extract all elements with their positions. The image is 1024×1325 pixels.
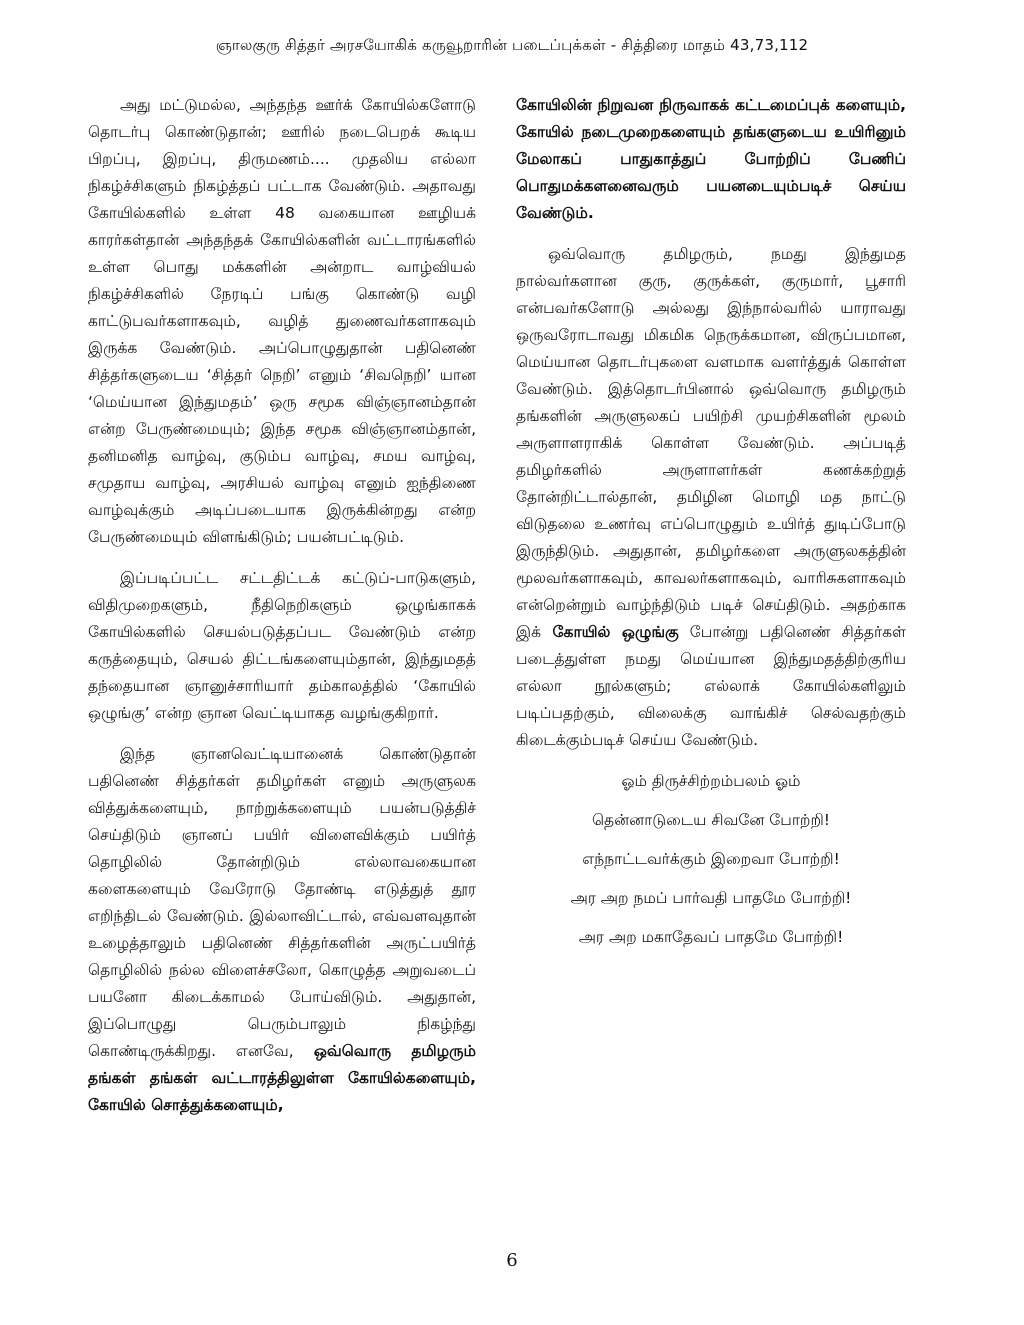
paragraph-text: ஒவ்வொரு தமிழரும், நமது இந்துமத நால்வர்களான குரு, குருக்கள், குருமார், பூசாரி என்பவர்களோடு அல்லது இந்நால்வரில் யாராவது ஒருவரோடாவது மிகமிக நெருக்கமான, விருப்பமான, மெய்யான தொடர்புகளை வளமாக வளர்த்துக் கொள்ள வேண்டும். இத்தொடர்பினால் ஒவ்வொரு தமிழரும் தங்களின் அருளுலகப் பயிற்சி முயற்சிகளின் மூலம் அருளாளராகிக் கொள்ள வேண்டும். அப்படித் தமிழர்களில் அருளாளர்கள் கணக்கற்றுத் தோன்றிட்டால்தான், தமிழின மொழி மத நாட்டு விடுதலை உணர்வு எப்பொழுதும் உயிர்த் துடிப்போடு இருந்திடும். அதுதான், தமிழர்களை அருளுலகத்தின் மூலவர்களாகவும், காவலர்களாகவும், வாரிசுகளாகவும் என்றென்றும் வாழ்ந்திடும் படிச் செய்திடும். அதற்காக இக்	[516, 245, 906, 641]
closing-line: தென்னாடுடைய சிவனே போற்றி!	[591, 811, 831, 829]
closing-line: அர அற நமப் பார்வதி பாதமே போற்றி!	[570, 889, 852, 907]
left-column	[88, 92, 476, 1133]
closing-line: எந்நாட்டவர்க்கும் இறைவா போற்றி!	[582, 850, 840, 868]
paragraph	[88, 565, 476, 727]
paragraph-text: அது மட்டுமல்ல, அந்தந்த ஊர்க் கோயில்களோடு தொடர்பு கொண்டுதான்; ஊரில் நடைபெறக் கூடிய பிறப்பு, இறப்பு, திருமணம்.... முதலிய எல்லா நிகழ்ச்சிகளும் நிகழ்த்தப் பட்டாக வேண்டும். அதாவது கோயில்களில் உள்ள 48 வகையான ஊழியக் காரர்கள்தான் அந்தந்தக் கோயில்களின் வட்டாரங்களில் உள்ள பொது மக்களின் அன்றாட வாழ்வியல் நிகழ்ச்சிகளில் நேரடிப் பங்கு கொண்டு வழி காட்டுபவர்களாகவும், வழித் துணைவர்களாகவும் இருக்க வேண்டும். அப்பொழுதுதான் பதினெண் சித்தர்களுடைய ‘சித்தர் நெறி’ எனும் ‘சிவநெறி’ யான ‘மெய்யான இந்துமதம்’ ஒரு சமூக விஞ்ஞானம்தான் என்ற பேருண்மையும்; இந்த சமூக விஞ்ஞானம்தான், தனிமனித வாழ்வு, குடும்ப வாழ்வு, சமய வாழ்வு, சமுதாய வாழ்வு, அரசியல் வாழ்வு எனும் ஐந்திணை வாழ்வுக்கும் அடிப்படையாக இருக்கின்றது என்ற பேருண்மையும் விளங்கிடும்; பயன்பட்டிடும்.	[88, 96, 476, 546]
closing-line: ஓம் திருச்சிற்றம்பலம் ஓம்	[621, 772, 801, 790]
right-column	[516, 92, 906, 963]
paragraph-bold-text: கோயிலின் நிறுவன நிருவாகக் கட்டமைப்புக் களையும், கோயில் நடைமுறைகளையும் தங்களுடைய உயிரினும் மேலாகப் பாதுகாத்துப் போற்றிப் பேணிப் பொதுமக்களனைவரும் பயனடையும்படிச் செய்ய வேண்டும்.	[516, 96, 906, 222]
paragraph	[88, 92, 476, 551]
paragraph-text: இந்த ஞானவெட்டியானைக் கொண்டுதான் பதினெண் சித்தர்கள் தமிழர்கள் எனும் அருளுலக வித்துக்களையும், நாற்றுக்களையும் பயன்படுத்திச் செய்திடும் ஞானப் பயிர் விளைவிக்கும் பயிர்த் தொழிலில் தோன்றிடும் எல்லாவகையான களைகளையும் வேரோடு தோண்டி எடுத்துத் தூர எறிந்திடல் வேண்டும். இல்லாவிட்டால், எவ்வளவுதான் உழைத்தாலும் பதினெண் சித்தர்களின் அருட்பயிர்த் தொழிலில் நல்ல விளைச்சலோ, கொழுத்த அறுவடைப் பயனோ கிடைக்காமல் போய்விடும். அதுதான், இப்பொழுது பெரும்பாலும் நிகழ்ந்து கொண்டிருக்கிறது. எனவே,	[88, 745, 476, 1060]
paragraph-bold-text: கோயில் ஒழுங்கு	[541, 623, 679, 641]
page-number: 6	[506, 1250, 518, 1271]
paragraph-bold-text: ஒவ்வொரு தமிழரும் தங்கள் தங்கள் வட்டாரத்திலுள்ள கோயில்களையும், கோயில் சொத்துக்களையும்,	[88, 1042, 476, 1114]
paragraph-text: போன்று பதினெண் சித்தர்கள் படைத்துள்ள நமது மெய்யான இந்துமதத்திற்குரிய எல்லா நூல்களும்; எல்லாக் கோயில்களிலும் படிப்பதற்கும், விலைக்கு வாங்கிச் செல்வதற்கும் கிடைக்கும்படிச் செய்ய வேண்டும்.	[516, 623, 906, 749]
closing-line: அர அற மகாதேவப் பாதமே போற்றி!	[578, 928, 844, 946]
page-header: ஞாலகுரு சித்தர் அரசயோகிக் கருவூறாரின் படைப்புக்கள் - சித்திரை மாதம் 43,73,112	[215, 36, 809, 54]
paragraph	[516, 92, 906, 227]
paragraph	[516, 241, 906, 754]
paragraph-text: இப்படிப்பட்ட சட்டதிட்டக் கட்டுப்-பாடுகளும், விதிமுறைகளும், நீதிநெறிகளும் ஒழுங்காகக் கோயில்களில் செயல்படுத்தப்பட வேண்டும் என்ற கருத்தையும், செயல் திட்டங்களையும்தான், இந்துமதத் தந்தையான ஞானுச்சாரியார் தம்காலத்தில் ‘கோயில் ஒழுங்கு’ என்ற ஞான வெட்டியாகத வழங்குகிறார்.	[88, 569, 476, 722]
paragraph	[88, 741, 476, 1119]
